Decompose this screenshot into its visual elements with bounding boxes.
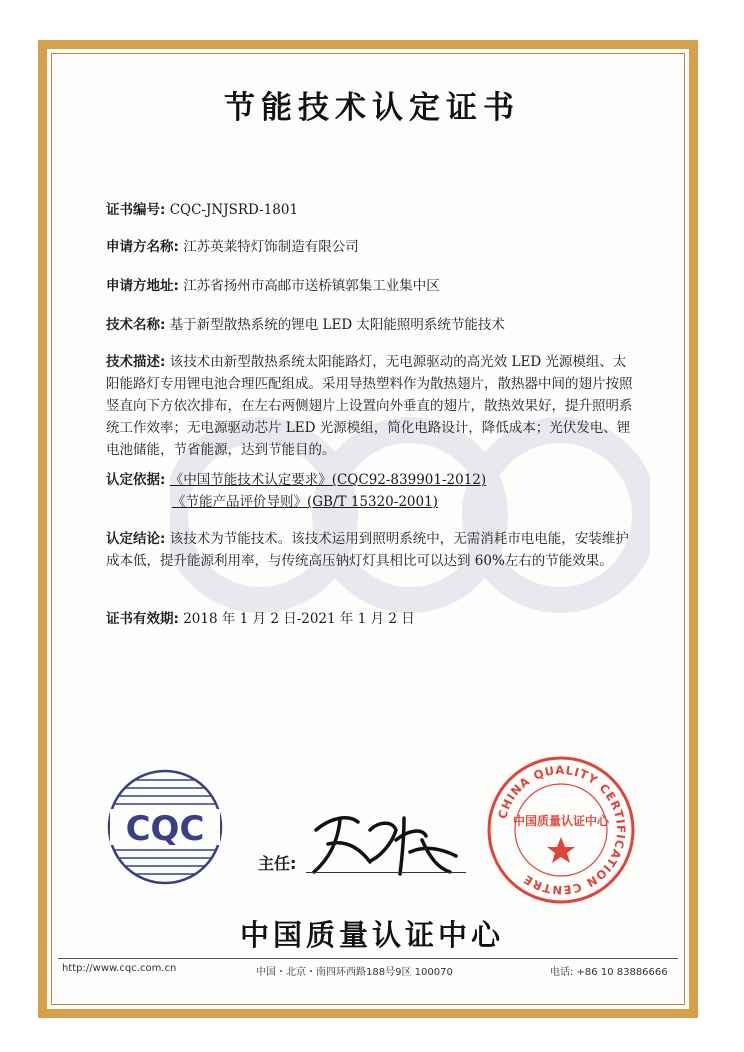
basis-reference-2: 《节能产品评价导则》(GB/T 15320-2001) [172, 494, 438, 510]
conclusion-value: 该技术为节能技术。该技术运用到照明系统中，无需消耗市电电能，安装维护成本低，提升能源利用率，与传统高压钠灯灯具相比可以达到 60%左右的节能效果。 [106, 531, 629, 569]
tech-name-field [106, 314, 636, 336]
applicant-name-value: 江苏英莱特灯饰制造有限公司 [183, 239, 359, 255]
applicant-name-label: 申请方名称: [106, 239, 179, 255]
cert-number-field [106, 199, 636, 221]
tech-name-label: 技术名称: [106, 317, 166, 333]
seal-inner-text: 中国质量认证中心 [512, 814, 610, 828]
footer-divider [58, 958, 678, 959]
conclusion-field [106, 528, 636, 572]
cqc-emblem-icon [106, 768, 224, 886]
applicant-address-label: 申请方地址: [106, 278, 179, 294]
cert-number-value: CQC-JNJSRD-1801 [169, 202, 299, 218]
seal-ring-text: CHINA QUALITY CERTIFICATION CENTRE [495, 762, 629, 898]
applicant-address-field [106, 275, 636, 297]
footer-phone: 电话: +86 10 83886666 [550, 967, 668, 978]
validity-label: 证书有效期: [106, 611, 179, 627]
tech-description-label: 技术描述: [106, 354, 166, 370]
certificate-title: 节能技术认定证书 [224, 90, 520, 126]
basis-field [106, 469, 636, 513]
applicant-address-value: 江苏省扬州市高邮市送桥镇郭集工业集中区 [183, 278, 440, 294]
issuer-name: 中国质量认证中心 [239, 918, 504, 952]
validity-value: 2018 年 1 月 2 日-2021 年 1 月 2 日 [183, 611, 415, 627]
basis-reference-1: 《中国节能技术认定要求》(CQC92-839901-2012) [169, 472, 487, 488]
certification-seal-icon [486, 755, 636, 905]
director-signature-icon [300, 800, 470, 880]
applicant-name-field [106, 236, 636, 258]
tech-description-field [106, 351, 636, 461]
signature-line [306, 872, 466, 873]
tech-description-value: 该技术由新型散热系统太阳能路灯，无电源驱动的高光效 LED 光源模组、太阳能路灯专用锂电池合理匹配组成。采用导热塑料作为散热翅片，散热器中间的翅片按照竖直向下方依次排布，在左右两侧翅片上设置向外垂直的翅片，散热效果好，提升照明系统工作效率；无电源驱动芯片 LED 光源模组，简化电路设计，降低成本；光伏发电、锂电池储能，节省能源，达到节能目的。 [106, 354, 633, 458]
footer-address: 中国・北京・南四环西路188号9区 100070 [256, 967, 453, 978]
svg-text:CQC: CQC [125, 809, 205, 849]
conclusion-label: 认定结论: [106, 531, 166, 547]
validity-field [106, 608, 636, 630]
cert-number-label: 证书编号: [106, 202, 166, 218]
tech-name-value: 基于新型散热系统的锂电 LED 太阳能照明系统节能技术 [169, 317, 505, 333]
footer-website[interactable]: http://www.cqc.com.cn [62, 963, 177, 974]
basis-label: 认定依据: [106, 472, 166, 488]
director-label: 主任: [258, 854, 297, 873]
